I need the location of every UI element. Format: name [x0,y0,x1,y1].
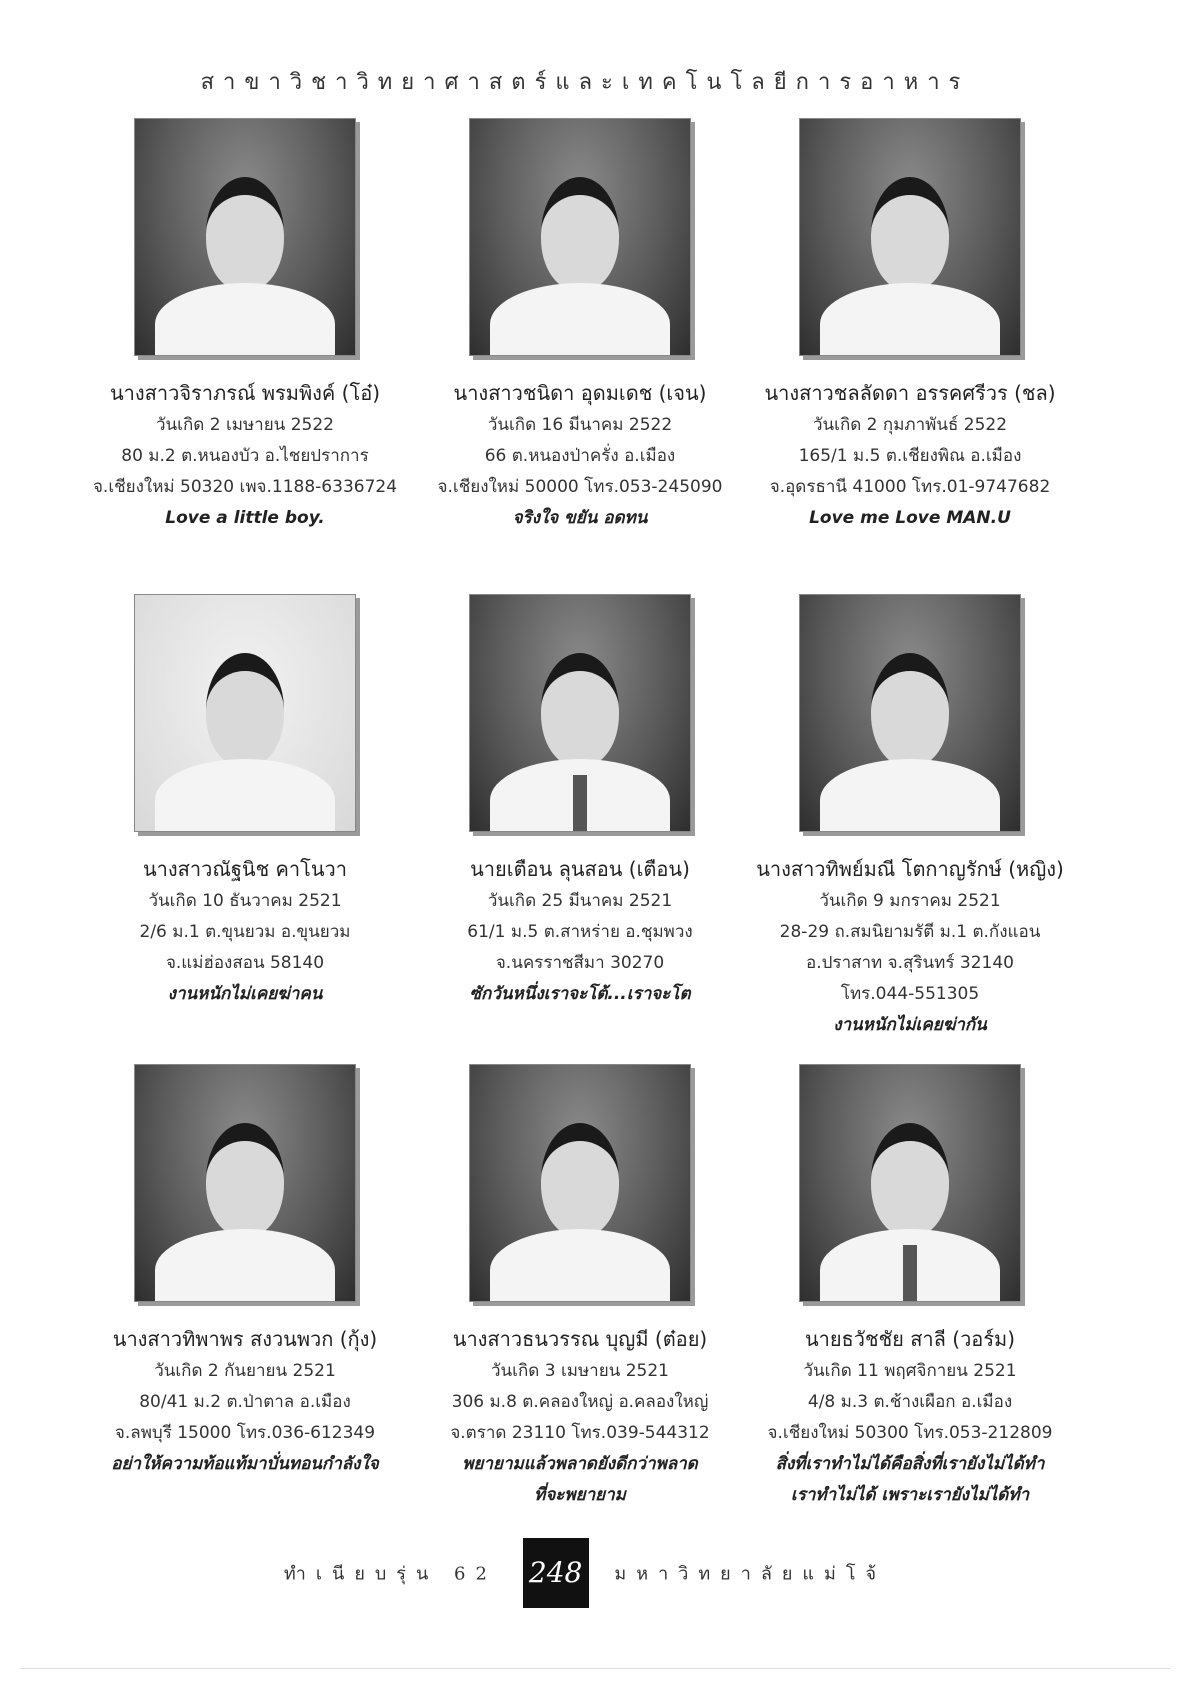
student-address-line: 165/1 ม.5 ต.เชียงพิณ อ.เมือง [798,446,1022,466]
footer-university-name: มหาวิทยาลัยแม่โจ้ [614,1563,887,1585]
student-motto: พยายามแล้วพลาดยังดีกว่าพลาด [462,1454,698,1474]
student-address-line: 80 ม.2 ต.หนองบัว อ.ไชยปราการ [121,446,369,466]
student-address-line: 4/8 ม.3 ต.ช้างเผือก อ.เมือง [807,1392,1013,1412]
student-birthdate: วันเกิด 2 เมษายน 2522 [156,415,334,435]
page-number: 248 [523,1538,589,1608]
student-birthdate: วันเกิด 2 กุมภาพันธ์ 2522 [812,415,1008,435]
student-photo [799,1064,1021,1302]
student-name: นางสาวทิพาพร สงวนพวก (กุ้ง) [112,1327,378,1351]
student-name: นางสาวณัฐนิช คาโนวา [142,857,347,881]
student-photo [799,118,1021,356]
footer-yearbook-title: ทำเนียบรุ่น 62 [283,1563,497,1585]
student-card [750,118,1070,534]
student-motto: สิ่งที่เราทำไม่ได้คือสิ่งที่เรายังไม่ได้ทำ [775,1454,1045,1474]
student-name: นางสาวทิพย์มณี โตกาญรักษ์ (หญิง) [756,857,1064,881]
student-motto: เราทำไม่ได้ เพราะเรายังไม่ได้ทำ [790,1485,1030,1505]
divider [20,1668,1170,1669]
page-title: สาขาวิชาวิทยาศาสตร์และเทคโนโลยีการอาหาร [200,70,970,95]
student-card [420,594,740,1010]
student-motto: ที่จะพยายาม [534,1485,626,1505]
student-motto: จริงใจ ขยัน อดทน [512,508,648,528]
student-address-line: จ.อุดรธานี 41000 โทร.01-9747682 [769,477,1051,497]
student-birthdate: วันเกิด 16 มีนาคม 2522 [487,415,673,435]
student-address-line: 61/1 ม.5 ต.สาหร่าย อ.ชุมพวง [467,922,693,942]
student-photo [469,118,691,356]
student-photo [469,1064,691,1302]
student-address-line: จ.ลพบุรี 15000 โทร.036-612349 [114,1423,376,1443]
student-address-line: 66 ต.หนองป่าครั่ง อ.เมือง [484,446,676,466]
student-address-line: จ.เชียงใหม่ 50000 โทร.053-245090 [437,477,723,497]
student-photo [799,594,1021,832]
student-card [85,594,405,1010]
student-photo [134,118,356,356]
student-motto: งานหนักไม่เคยฆ่าคน [167,984,323,1004]
student-address-line: จ.ตราด 23110 โทร.039-544312 [450,1423,710,1443]
student-name: นางสาวธนวรรณ บุญมี (ต๋อย) [452,1327,708,1351]
student-birthdate: วันเกิด 3 เมษายน 2521 [491,1361,669,1381]
student-motto: งานหนักไม่เคยฆ่ากัน [833,1015,987,1035]
student-motto: Love a little boy. [165,508,325,528]
student-birthdate: วันเกิด 11 พฤศจิกายน 2521 [803,1361,1017,1381]
student-card [420,118,740,534]
student-photo [469,594,691,832]
student-motto: ซักวันหนึ่งเราจะโต้...เราจะโต [469,984,691,1004]
student-motto: Love me Love MAN.U [809,508,1011,528]
student-name: นายธวัชชัย สาลี (วอร์ม) [804,1327,1016,1351]
student-address-line: จ.เชียงใหม่ 50320 เพจ.1188-6336724 [92,477,398,497]
student-name: นางสาวชลลัดดา อรรคศรีวร (ชล) [764,381,1056,405]
student-card [750,1064,1070,1511]
student-birthdate: วันเกิด 10 ธันวาคม 2521 [148,891,342,911]
page-footer [0,1538,1170,1608]
student-phone: โทร.044-551305 [840,984,980,1004]
student-photo [134,594,356,832]
student-address-line: 80/41 ม.2 ต.ป่าตาล อ.เมือง [139,1392,351,1412]
student-address-line: 2/6 ม.1 ต.ขุนยวม อ.ขุนยวม [139,922,351,942]
student-address-line: จ.แม่ฮ่องสอน 58140 [165,953,325,973]
student-card [85,1064,405,1480]
student-birthdate: วันเกิด 25 มีนาคม 2521 [487,891,673,911]
student-address-line: จ.เชียงใหม่ 50300 โทร.053-212809 [767,1423,1053,1443]
student-address-line: 306 ม.8 ต.คลองใหญ่ อ.คลองใหญ่ [451,1392,709,1412]
student-address-line: 28-29 ถ.สมนิยามรัตี ม.1 ต.กังแอน [779,922,1041,942]
student-name: นายเตือน ลุนสอน (เตือน) [470,857,690,881]
student-card [420,1064,740,1511]
student-motto: อย่าให้ความท้อแท้มาบั่นทอนกำลังใจ [111,1454,379,1474]
student-address-line: จ.นครราชสีมา 30270 [495,953,665,973]
student-photo [134,1064,356,1302]
student-name: นางสาวชนิดา อุดมเดช (เจน) [453,381,707,405]
student-card [750,594,1070,1041]
student-name: นางสาวจิราภรณ์ พรมพิงค์ (โอ๋) [109,381,381,405]
student-address-line: อ.ปราสาท จ.สุรินทร์ 32140 [806,953,1014,973]
student-birthdate: วันเกิด 9 มกราคม 2521 [819,891,1001,911]
student-card [85,118,405,534]
student-birthdate: วันเกิด 2 กันยายน 2521 [154,1361,336,1381]
